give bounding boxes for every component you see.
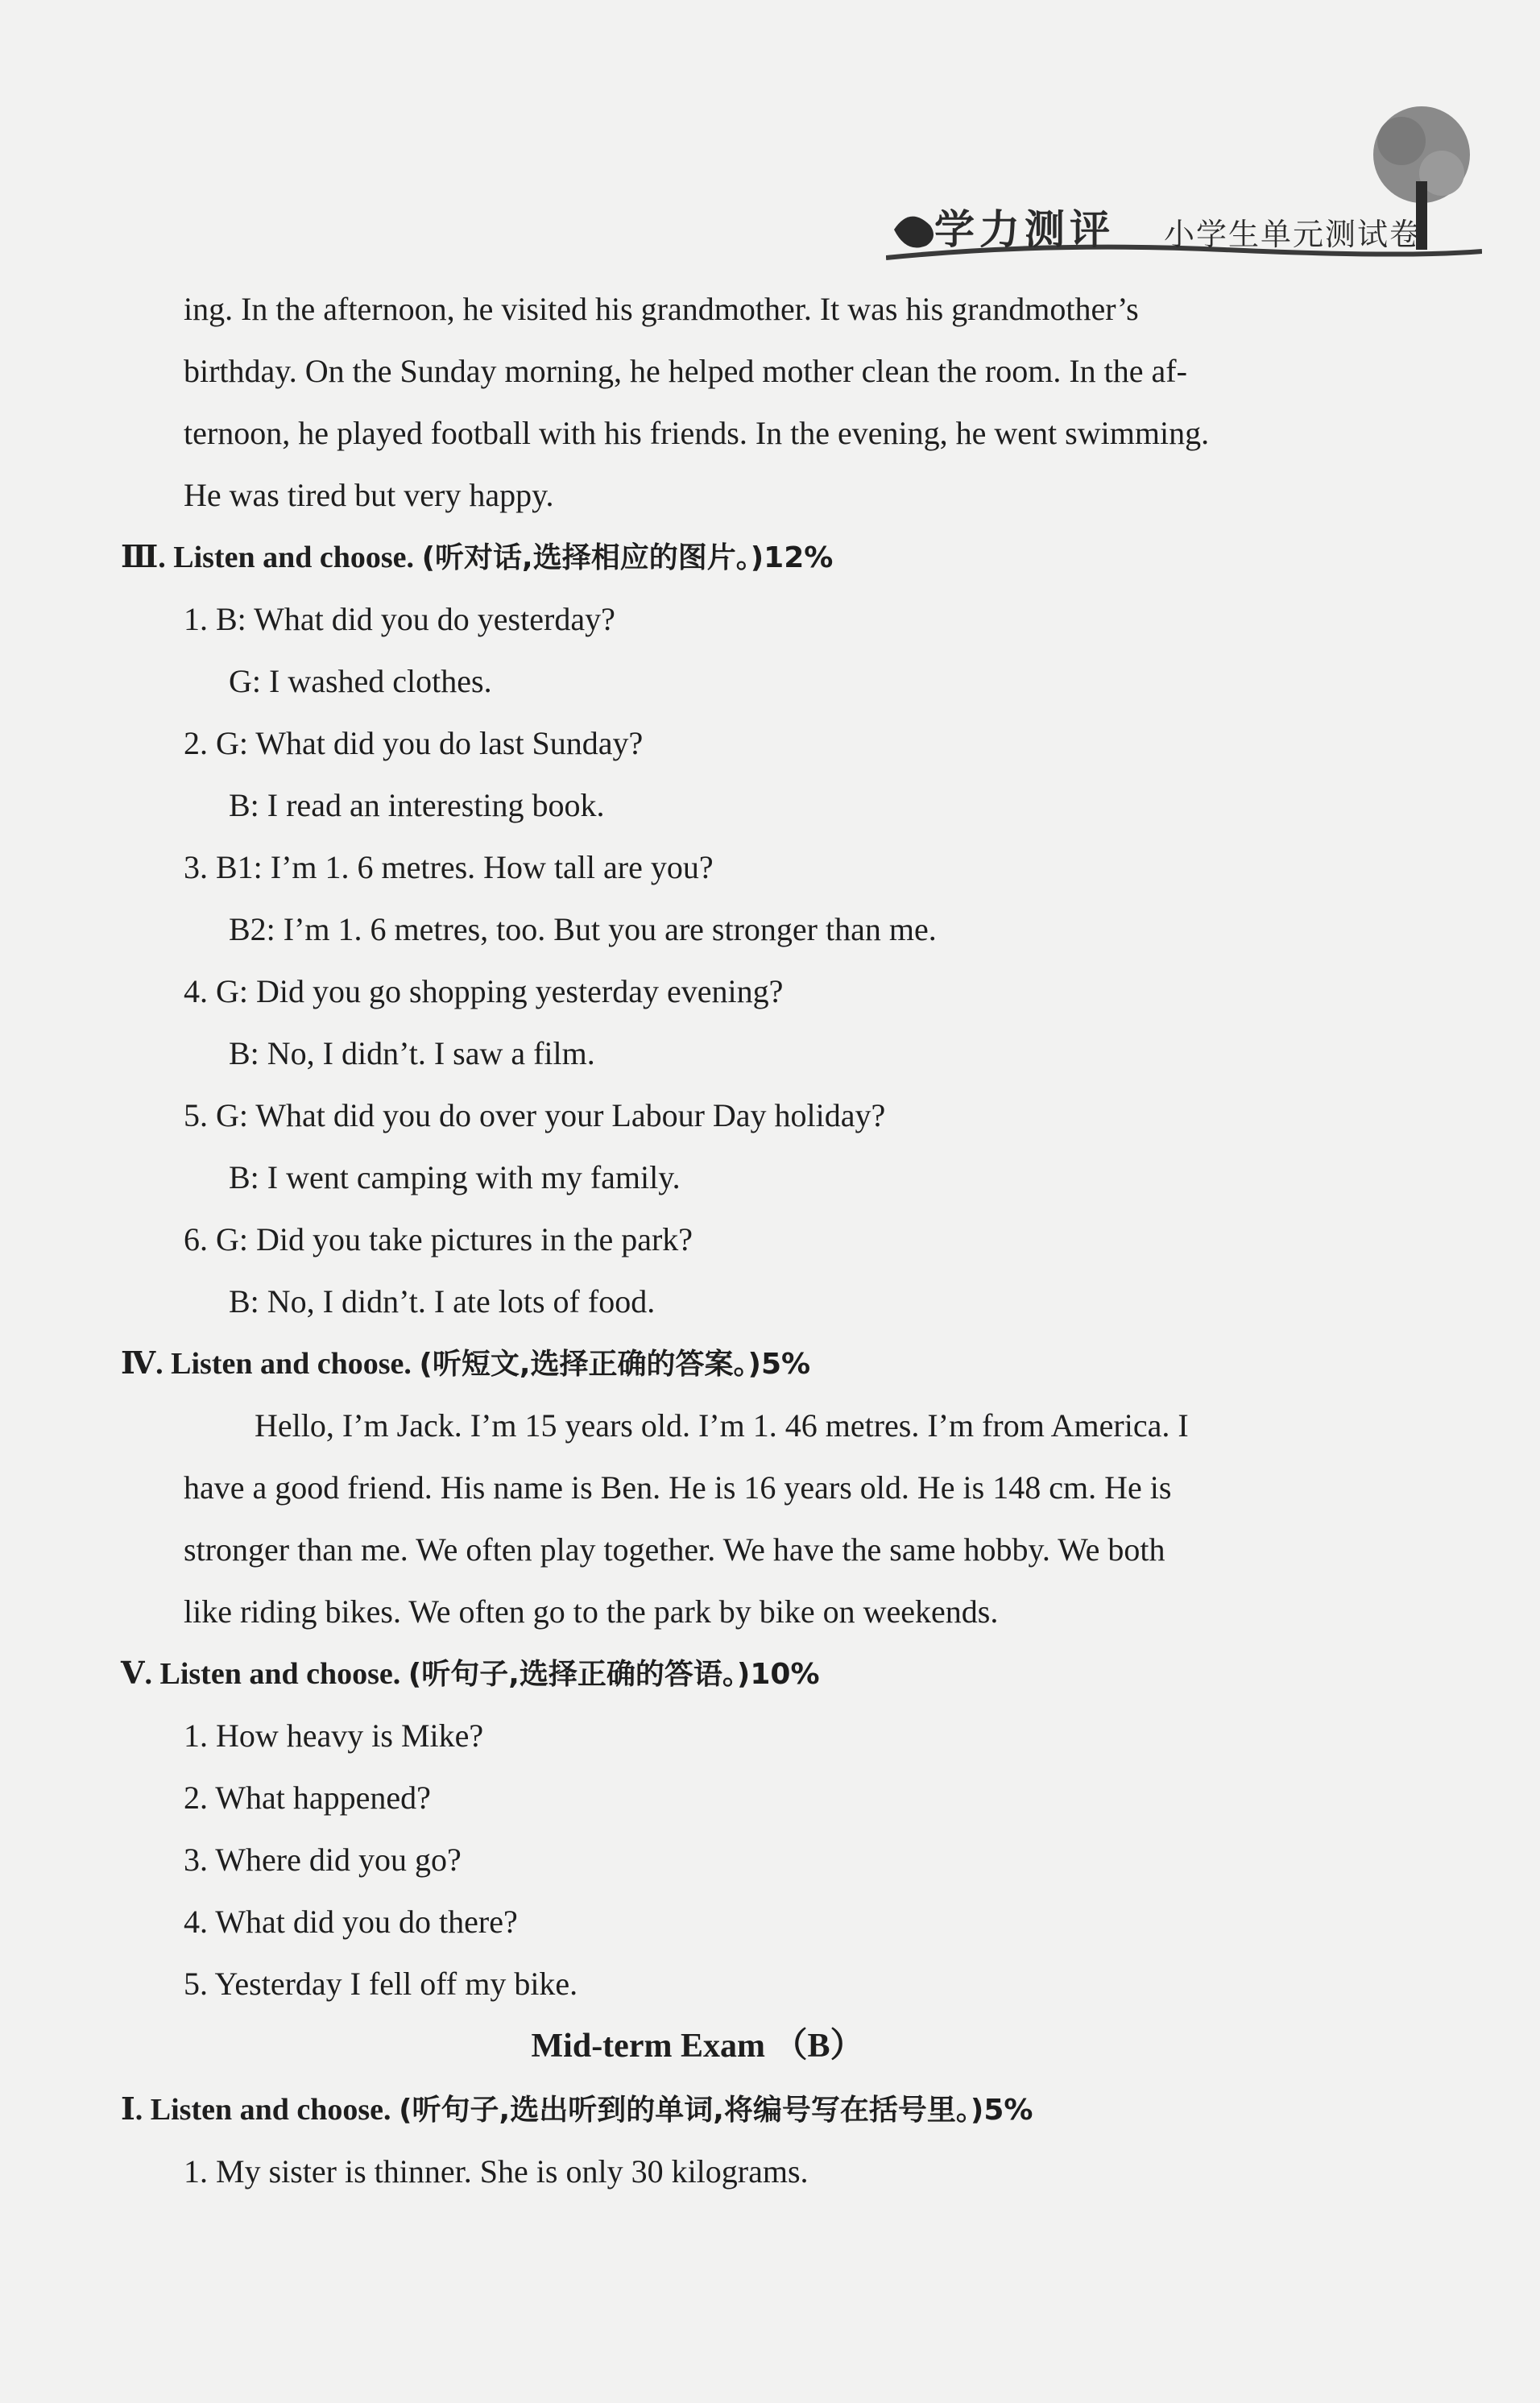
section-instruction: (听短文,选择正确的答案。)5% bbox=[419, 1348, 811, 1381]
question-line: 1. How heavy is Mike? bbox=[184, 1717, 484, 1754]
passage-line: ing. In the afternoon, he visited his grandmother. It was his grandmother’s bbox=[184, 291, 1139, 327]
section-number: Ⅳ. bbox=[121, 1347, 164, 1381]
dialogue-line: 6. G: Did you take pictures in the park? bbox=[184, 1221, 693, 1257]
question-line: 5. Yesterday I fell off my bike. bbox=[184, 1966, 578, 2002]
section-number: Ⅰ. bbox=[121, 2093, 143, 2127]
section-1-heading bbox=[121, 2090, 1033, 2130]
section-3-heading bbox=[121, 538, 833, 578]
section-instruction: (听对话,选择相应的图片。)12% bbox=[421, 541, 834, 574]
section-5-heading bbox=[121, 1655, 820, 1694]
passage-line: ternoon, he played football with his friends. In the evening, he went swimming. bbox=[184, 415, 1210, 451]
passage-line: Hello, I’m Jack. I’m 15 years old. I’m 1. 46 metres. I’m from America. I bbox=[255, 1407, 1189, 1444]
dialogue-line: B: No, I didn’t. I ate lots of food. bbox=[229, 1283, 656, 1320]
header-logo bbox=[886, 97, 1482, 274]
passage-line: stronger than me. We often play together. We have the same hobby. We both bbox=[184, 1531, 1165, 1568]
section-instruction: (听句子,选出听到的单词,将编号写在括号里。)5% bbox=[399, 2094, 1033, 2127]
passage-line: have a good friend. His name is Ben. He is 16 years old. He is 148 cm. He is bbox=[184, 1469, 1172, 1506]
question-line: 4. What did you do there? bbox=[184, 1904, 518, 1940]
dialogue-line: G: I washed clothes. bbox=[229, 663, 492, 699]
dialogue-line: 4. G: Did you go shopping yesterday evening? bbox=[184, 973, 784, 1009]
dialogue-line: 2. G: What did you do last Sunday? bbox=[184, 725, 644, 761]
dialogue-line: B: No, I didn’t. I saw a film. bbox=[229, 1035, 595, 1071]
section-number: Ⅴ. bbox=[121, 1657, 152, 1691]
passage-line: He was tired but very happy. bbox=[184, 477, 554, 513]
dialogue-line: 1. B: What did you do yesterday? bbox=[184, 601, 615, 637]
section-title: Listen and choose. bbox=[159, 1657, 401, 1691]
dialogue-line: B2: I’m 1. 6 metres, too. But you are stronger than me. bbox=[229, 911, 937, 947]
section-instruction: (听句子,选择正确的答语。)10% bbox=[408, 1658, 820, 1691]
section-title: Listen and choose. bbox=[171, 1347, 412, 1381]
dialogue-line: 3. B1: I’m 1. 6 metres. How tall are you? bbox=[184, 849, 714, 885]
brand-name: 学力测评 bbox=[934, 206, 1115, 253]
passage-line: like riding bikes. We often go to the park by bike on weekends. bbox=[184, 1593, 999, 1630]
section-title: Listen and choose. bbox=[173, 541, 415, 574]
question-line: 3. Where did you go? bbox=[184, 1842, 462, 1878]
question-line: 1. My sister is thinner. She is only 30 kilograms. bbox=[184, 2153, 809, 2190]
section-4-heading bbox=[121, 1344, 810, 1384]
brand-subtitle: 小学生单元测试卷 bbox=[1164, 217, 1422, 252]
exam-title: Mid-term Exam （B） bbox=[531, 2028, 864, 2065]
section-number: Ⅲ. bbox=[121, 541, 166, 574]
dialogue-line: 5. G: What did you do over your Labour Day holiday? bbox=[184, 1097, 886, 1133]
section-title: Listen and choose. bbox=[150, 2093, 391, 2127]
dialogue-line: B: I went camping with my family. bbox=[229, 1159, 681, 1195]
dialogue-line: B: I read an interesting book. bbox=[229, 787, 605, 823]
question-line: 2. What happened? bbox=[184, 1779, 431, 1816]
passage-line: birthday. On the Sunday morning, he helped mother clean the room. In the af- bbox=[184, 353, 1187, 389]
